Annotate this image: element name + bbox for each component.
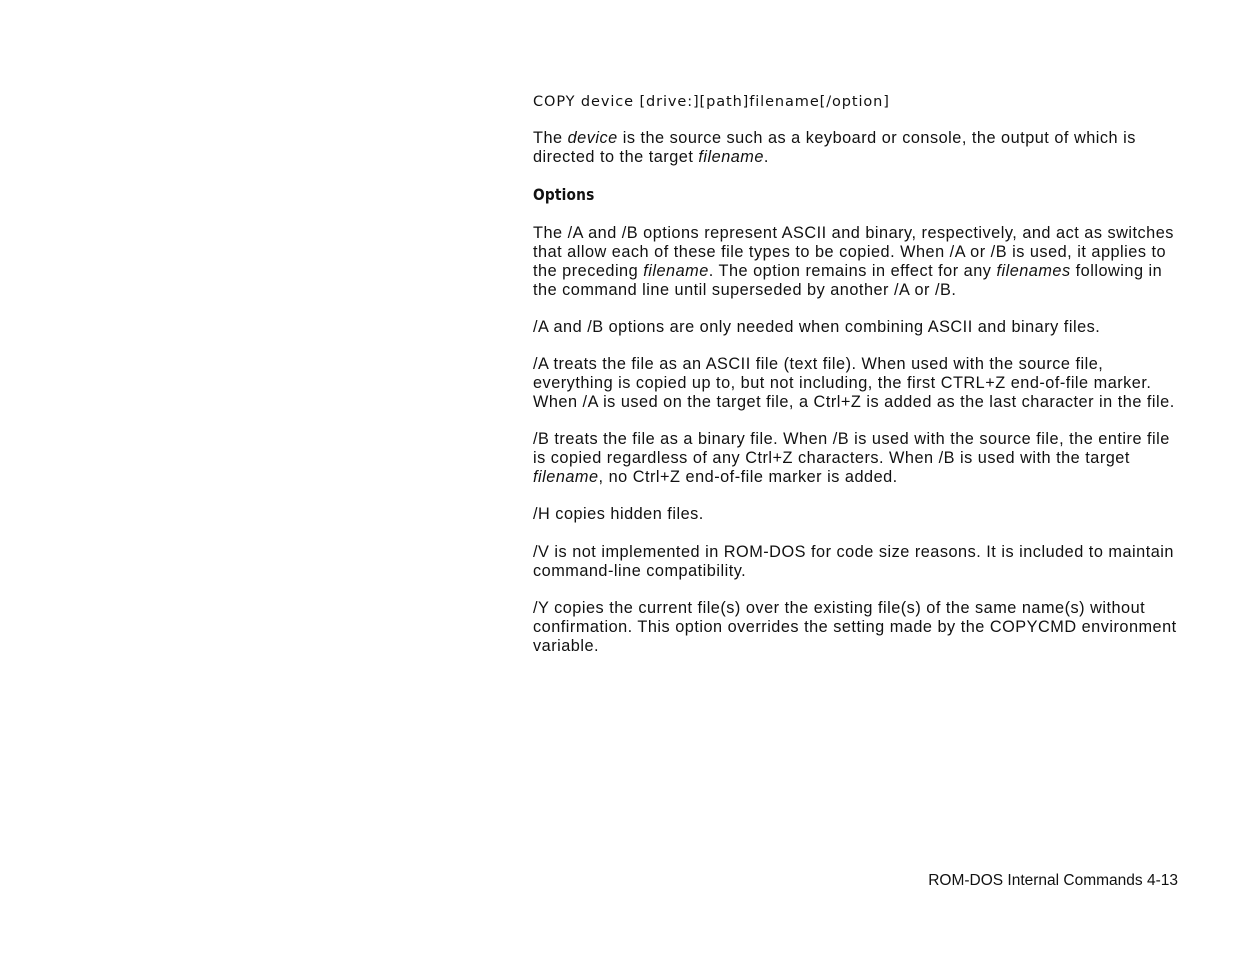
ab-options-paragraph: The /A and /B options represent ASCII and binary, respectively, and act as switches that allow each of these file types to be copied. When /A or /B is used, it applies to the preceding filename. The option remains in effect for any filenames following in the command line until superseded by another /A or /B.	[533, 224, 1174, 299]
filename-term: filename	[533, 467, 599, 486]
a-option-paragraph: /A treats the file as an ASCII file (text file). When used with the source file, everything is copied up to, but not including, the first CTRL+Z end-of-file marker. When /A is used on the target file, a Ctrl+Z is added as the last character in the file.	[533, 355, 1175, 411]
device-term: device	[567, 129, 618, 147]
filename-term: filename	[643, 261, 709, 280]
y-option-paragraph: /Y copies the current file(s) over the existing file(s) of the same name(s) without confirmation. This option overrides the setting made by the COPYCMD environment variable.	[533, 598, 1177, 655]
device-paragraph: The device is the source such as a keyboard or console, the output of which is directed to the target filename.	[533, 129, 1136, 166]
combining-paragraph: /A and /B options are only needed when combining ASCII and binary files.	[533, 317, 1101, 336]
b-option-paragraph: /B treats the file as a binary file. When /B is used with the source file, the entire file is copied regardless of any Ctrl+Z characters. When /B is used with the target filename, no Ctrl+Z end-of-file marker is added.	[533, 430, 1170, 486]
page-content	[533, 92, 1183, 674]
command-syntax: COPY device [drive:][path]filename[/option]	[533, 94, 890, 110]
v-option-paragraph: /V is not implemented in ROM-DOS for code size reasons. It is included to maintain command-line compatibility.	[533, 542, 1174, 580]
h-option-paragraph: /H copies hidden files.	[533, 505, 704, 524]
options-heading: Options	[533, 185, 595, 205]
page-footer: ROM-DOS Internal Commands 4-13	[928, 872, 1178, 889]
filename-term: filename	[698, 147, 764, 166]
filenames-term: filenames	[996, 261, 1071, 280]
